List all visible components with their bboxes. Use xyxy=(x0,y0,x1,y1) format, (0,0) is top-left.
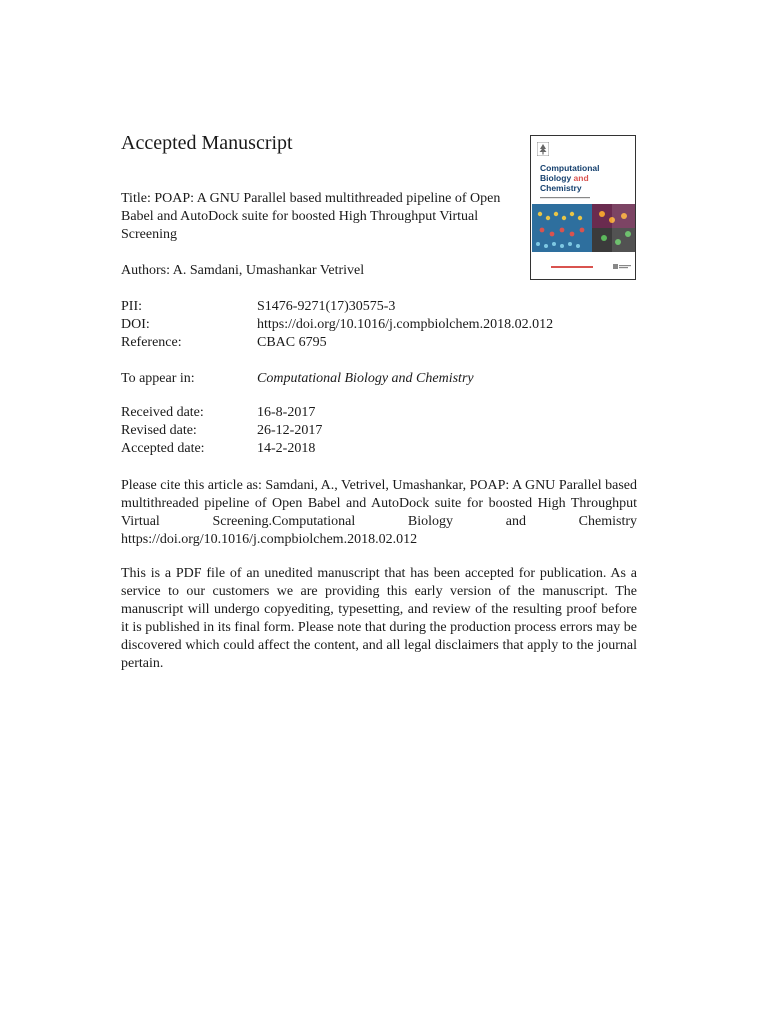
reference-row xyxy=(121,334,641,352)
notice-paragraph: This is a PDF file of an unedited manuscript that has been accepted for publication. As a service to our customers we are providing this early version of the manuscript. The manuscript will undergo copyediting, typesetting, and review of the resulting proof before it is published in its final form. Please note that during the production process errors may be discovered which could affect the content, and all legal disclaimers that apply to the journal pertain. xyxy=(121,566,637,671)
cover-word-1: Computational xyxy=(540,163,600,173)
accepted-value: 14-2-2018 xyxy=(257,441,316,456)
accepted-row xyxy=(121,440,641,458)
journal-cover-image xyxy=(530,135,636,280)
article-title: Title: POAP: A GNU Parallel based multithreaded pipeline of Open Babel and AutoDock suite for boosted High Throughput Virtual Screening xyxy=(121,191,501,242)
cover-url-bar xyxy=(551,266,593,268)
appear-block xyxy=(121,370,641,388)
identifiers-block xyxy=(121,298,641,352)
reference-value: CBAC 6795 xyxy=(257,335,327,350)
page-heading: Accepted Manuscript xyxy=(121,132,293,154)
doi-label: DOI: xyxy=(121,317,150,332)
received-row xyxy=(121,404,641,422)
pii-label: PII: xyxy=(121,299,142,314)
pii-row xyxy=(121,298,641,316)
cover-word-3: Chemistry xyxy=(540,183,582,193)
journal-name: Computational Biology and Chemistry xyxy=(257,371,474,386)
reference-label: Reference: xyxy=(121,335,182,350)
pii-value: S1476-9271(17)30575-3 xyxy=(257,299,396,314)
cover-molecule-artwork-icon xyxy=(532,204,636,252)
appear-label: To appear in: xyxy=(121,371,195,386)
cover-journal-title xyxy=(540,163,632,193)
accepted-label: Accepted date: xyxy=(121,441,205,456)
doi-value[interactable]: https://doi.org/10.1016/j.compbiolchem.2018.02.012 xyxy=(257,317,554,332)
elsevier-tree-logo-icon xyxy=(537,142,549,156)
dates-block xyxy=(121,404,641,458)
article-authors: Authors: A. Samdani, Umashankar Vetrivel xyxy=(121,263,365,278)
cover-word-and: and xyxy=(573,173,589,183)
received-value: 16-8-2017 xyxy=(257,405,316,420)
cover-publisher-logo-icon xyxy=(613,262,631,270)
received-label: Received date: xyxy=(121,405,204,420)
cover-editors-line xyxy=(540,196,632,200)
citation-paragraph: Please cite this article as: Samdani, A., Vetrivel, Umashankar, POAP: A GNU Parallel based multithreaded pipeline of Open Babel and AutoDock suite for boosted High Throughput Virtual Screening.Computational Biology and Chemistry https://doi.org/10.1016/j.compbiolchem.2018.02.012 xyxy=(121,478,637,547)
appear-row xyxy=(121,370,641,388)
revised-value: 26-12-2017 xyxy=(257,423,323,438)
cover-word-2: Biology xyxy=(540,173,572,183)
revised-label: Revised date: xyxy=(121,423,197,438)
revised-row xyxy=(121,422,641,440)
doi-row xyxy=(121,316,641,334)
cover-word-line-2 xyxy=(540,173,632,183)
